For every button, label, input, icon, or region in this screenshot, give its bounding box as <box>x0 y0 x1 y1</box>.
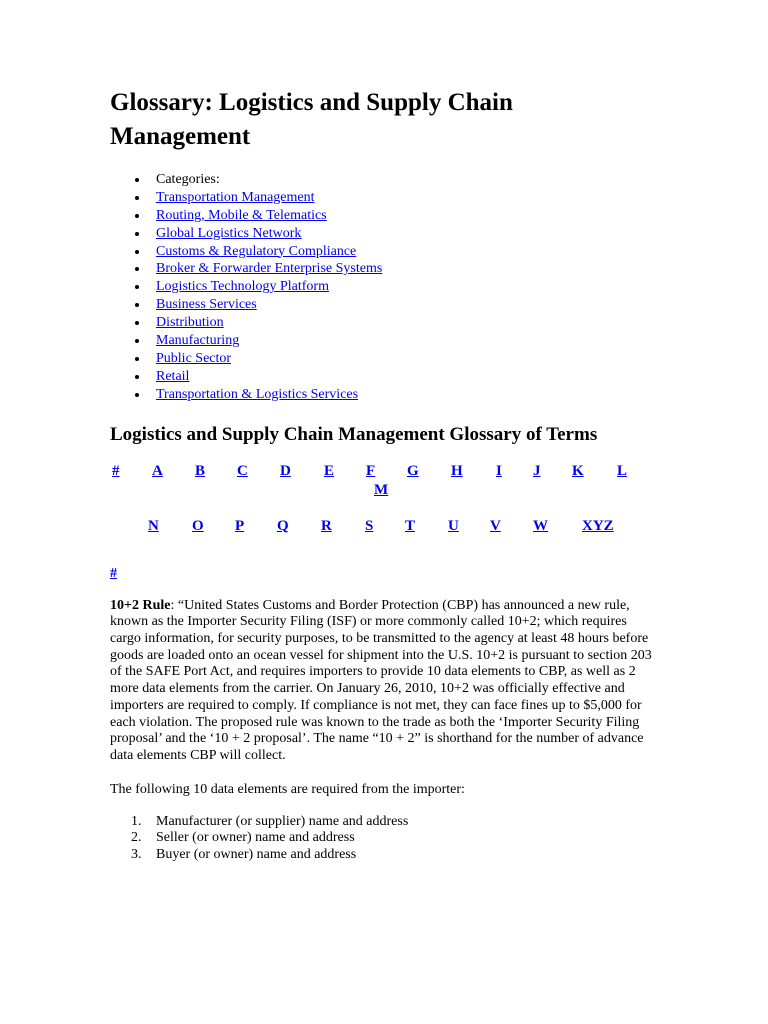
category-link-transportation-logistics-services[interactable]: Transportation & Logistics Services <box>156 386 359 402</box>
rule-paragraph <box>110 598 658 765</box>
glossary-heading: Logistics and Supply Chain Management Glossary of Terms <box>110 423 598 445</box>
required-elements-list <box>110 814 658 864</box>
alpha-link-w[interactable]: W <box>533 517 548 534</box>
category-item <box>110 189 658 207</box>
alpha-link-i[interactable]: I <box>496 462 502 479</box>
alpha-link-h[interactable]: H <box>451 462 463 479</box>
alpha-link-j[interactable]: J <box>533 462 541 479</box>
category-item <box>110 225 658 243</box>
category-link-global-logistics-network[interactable]: Global Logistics Network <box>156 225 302 241</box>
category-item <box>110 350 658 368</box>
category-link-logistics-technology-platform[interactable]: Logistics Technology Platform <box>156 279 329 295</box>
categories-label: Categories: <box>110 171 658 189</box>
list-text: Seller (or owner) name and address <box>156 830 355 846</box>
alpha-link-g[interactable]: G <box>407 462 419 479</box>
category-item <box>110 278 658 296</box>
alpha-link-n[interactable]: N <box>148 517 159 534</box>
alpha-link-hash[interactable]: # <box>112 462 120 479</box>
list-item <box>110 847 658 864</box>
alpha-link-f[interactable]: F <box>366 462 376 479</box>
section-hash-link[interactable]: # <box>110 565 117 581</box>
alpha-link-u[interactable]: U <box>448 517 459 534</box>
document-content <box>110 86 658 863</box>
list-text: Manufacturer (or supplier) name and address <box>156 813 409 829</box>
category-link-transportation-management[interactable]: Transportation Management <box>156 189 315 205</box>
category-item <box>110 260 658 278</box>
alpha-link-e[interactable]: E <box>324 462 335 479</box>
alphabet-index <box>110 462 658 562</box>
section-hash-anchor <box>110 565 658 583</box>
category-link-business-services[interactable]: Business Services <box>156 297 257 313</box>
alpha-link-c[interactable]: C <box>237 462 248 479</box>
category-item <box>110 386 658 404</box>
category-link-public-sector[interactable]: Public Sector <box>156 350 232 366</box>
category-link-customs-regulatory-compliance[interactable]: Customs & Regulatory Compliance <box>156 243 357 259</box>
category-link-retail[interactable]: Retail <box>156 368 190 384</box>
alpha-link-b[interactable]: B <box>195 462 206 479</box>
category-link-distribution[interactable]: Distribution <box>156 315 224 331</box>
alpha-link-d[interactable]: D <box>280 462 291 479</box>
following-paragraph: The following 10 data elements are required from the importer: <box>110 781 465 797</box>
list-number: 3. <box>131 846 142 862</box>
rule-term: 10+2 Rule <box>110 597 171 613</box>
page-title: Glossary: Logistics and Supply Chain Management <box>110 89 513 150</box>
list-number: 1. <box>131 813 142 829</box>
alpha-link-xyz[interactable]: XYZ <box>582 517 614 534</box>
alpha-link-r[interactable]: R <box>321 517 332 534</box>
categories-list <box>110 171 658 404</box>
list-number: 2. <box>131 830 142 846</box>
list-item <box>110 830 658 847</box>
rule-definition: : “United States Customs and Border Protection (CBP) has announced a new rule, known as the Importer Security Filing (ISF) or more commonly called 10+2; which requires cargo information, for security purposes, to be transmitted to the agency at least 48 hours before goods are loaded onto an ocean vessel for shipment into the U.S. 10+2 is pursuant to section 203 of the SAFE Port Act, and requires importers to provide 10 data elements to CBP, as well as 2 more data elements from the carrier. On January 26, 2010, 10+2 was officially effective and importers are required to comply. If compliance is not met, they can face fines up to $5,000 for each violation. The proposed rule was known to the trade as both the ‘Importer Security Filing proposal’ and the ‘10 + 2 proposal’. The name “10 + 2” is shorthand for the number of advance data elements CBP will collect. <box>110 597 652 763</box>
alpha-link-l[interactable]: L <box>617 462 628 479</box>
category-item <box>110 207 658 225</box>
category-link-broker-forwarder-enterprise-systems[interactable]: Broker & Forwarder Enterprise Systems <box>156 261 383 277</box>
alpha-link-t[interactable]: T <box>405 517 416 534</box>
category-item <box>110 332 658 350</box>
category-item <box>110 243 658 261</box>
category-link-manufacturing[interactable]: Manufacturing <box>156 333 240 349</box>
alpha-link-s[interactable]: S <box>365 517 374 534</box>
category-item <box>110 296 658 314</box>
alpha-link-m[interactable]: M <box>374 481 389 498</box>
alpha-link-a[interactable]: A <box>152 462 163 479</box>
alpha-link-p[interactable]: P <box>235 517 245 534</box>
alpha-link-q[interactable]: Q <box>277 517 289 534</box>
list-text: Buyer (or owner) name and address <box>156 846 357 862</box>
alpha-link-v[interactable]: V <box>490 517 501 534</box>
alpha-link-k[interactable]: K <box>572 462 584 479</box>
category-item <box>110 314 658 332</box>
list-item <box>110 814 658 831</box>
alpha-link-o[interactable]: O <box>192 517 204 534</box>
category-link-routing-mobile-telematics[interactable]: Routing, Mobile & Telematics <box>156 207 327 223</box>
category-item <box>110 368 658 386</box>
